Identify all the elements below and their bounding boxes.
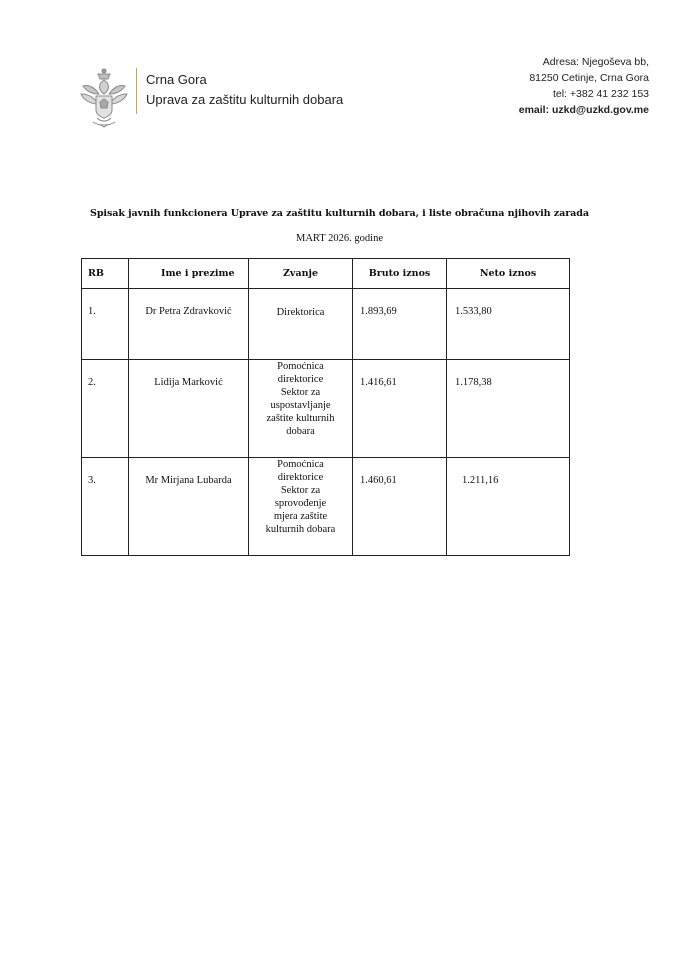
salaries-table: [81, 258, 570, 556]
title-line: Pomoćnica: [277, 459, 324, 470]
cell-name: Dr Petra Zdravković: [129, 289, 249, 360]
cell-bruto: 1.416,61: [353, 360, 447, 458]
cell-neto: 1.178,38: [447, 360, 570, 458]
header-title: Zvanje: [249, 259, 353, 289]
cell-title: [249, 289, 353, 360]
cell-title: [249, 360, 353, 458]
document-period: MART 2026. godine: [296, 233, 383, 244]
cell-neto: 1.211,16: [447, 458, 570, 556]
title-line: kulturnih dobara: [265, 524, 336, 535]
cell-bruto: 1.460,61: [353, 458, 447, 556]
title-line: uspostavljanje: [270, 400, 331, 411]
address-email: email: uzkd@uzkd.gov.me: [518, 104, 649, 116]
cell-rb: 1.: [82, 289, 129, 360]
cell-rb: 2.: [82, 360, 129, 458]
title-line: zaštite kulturnih: [266, 413, 335, 424]
title-line: sprovođenje: [274, 498, 327, 509]
table-header-row: [82, 259, 570, 289]
org-country: Crna Gora: [146, 72, 207, 87]
header-rb: RB: [82, 259, 129, 289]
cell-bruto: 1.893,69: [353, 289, 447, 360]
cell-name: Lidija Marković: [129, 360, 249, 458]
table-row: [82, 458, 570, 556]
header-name: Ime i prezime: [129, 259, 249, 289]
montenegro-coat-of-arms-icon: [79, 66, 129, 128]
title-line: Direktorica: [276, 307, 325, 318]
address-block: [519, 54, 649, 118]
address-street: Adresa: Njegoševa bb,: [542, 56, 649, 68]
cell-title: [249, 458, 353, 556]
address-phone: tel: +382 41 232 153: [552, 88, 649, 100]
cell-rb: 3.: [82, 458, 129, 556]
table-row: [82, 289, 570, 360]
title-line: dobara: [286, 426, 315, 437]
table-row: [82, 360, 570, 458]
header-bruto: Bruto iznos: [353, 259, 447, 289]
title-line: direktorice: [277, 374, 324, 385]
cell-neto: 1.533,80: [447, 289, 570, 360]
title-line: direktorice: [277, 472, 324, 483]
cell-name: Mr Mirjana Lubarda: [129, 458, 249, 556]
title-line: Sektor za: [280, 485, 321, 496]
header-divider: [136, 68, 137, 114]
document-title: Spisak javnih funkcionera Uprave za zaštitu kulturnih dobara, i liste obračuna njihovih zarada: [89, 208, 590, 219]
title-line: Pomoćnica: [277, 361, 324, 372]
title-line: mjera zaštite: [273, 511, 328, 522]
header-neto: Neto iznos: [447, 259, 570, 289]
title-line: Sektor za: [280, 387, 321, 398]
org-name: Uprava za zaštitu kulturnih dobara: [146, 92, 344, 107]
address-city: 81250 Cetinje, Crna Gora: [529, 72, 649, 84]
